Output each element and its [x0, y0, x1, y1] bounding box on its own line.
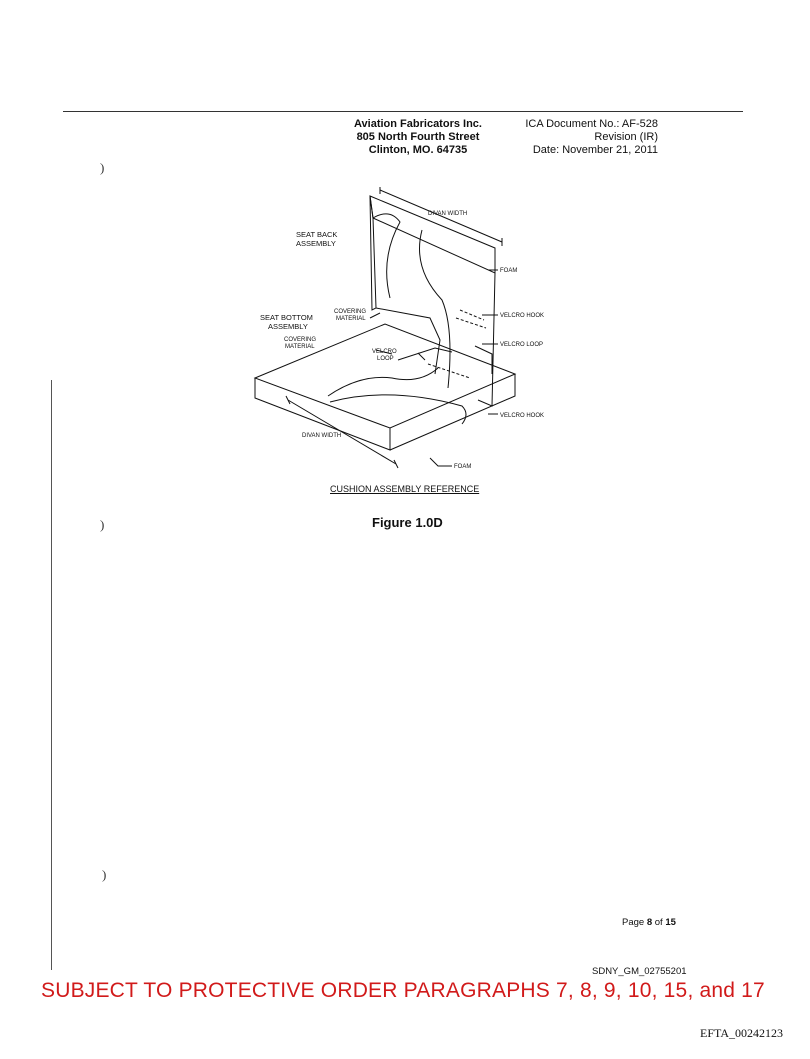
page-number [622, 917, 676, 928]
company-street: 805 North Fourth Street [356, 131, 480, 143]
document-date: Date: November 21, 2011 [532, 144, 658, 156]
label-foam-bottom: FOAM [454, 464, 472, 470]
page-of: of [652, 917, 666, 928]
figure-reference-caption: CUSHION ASSEMBLY REFERENCE [330, 484, 480, 494]
seat-bottom-cover-curve [328, 368, 438, 396]
margin-mark: ) [100, 160, 105, 175]
document-revision: Revision (IR) [594, 131, 658, 143]
document-number: ICA Document No.: AF-528 [525, 118, 658, 130]
label-foam-top: FOAM [500, 268, 518, 274]
page-current: 8 [646, 917, 653, 928]
header-rule [63, 111, 743, 112]
margin-mark: ) [100, 517, 105, 532]
efta-number: EFTA_00242123 [700, 1026, 784, 1040]
page-total: 15 [665, 917, 676, 928]
scan-margin-line [51, 380, 52, 970]
seat-bottom-front [255, 378, 390, 450]
label-seat-bottom-2: ASSEMBLY [268, 322, 308, 331]
label-covering-lower-1: COVERING [284, 337, 317, 343]
document-info-block [508, 118, 658, 157]
seat-back-cover-seam [420, 230, 451, 388]
company-block [318, 118, 518, 157]
label-covering-upper-1: COVERING [334, 309, 367, 315]
seat-back-covering-curve [373, 214, 400, 298]
seat-back-left-edge [370, 196, 376, 310]
label-covering-lower-2: MATERIAL [285, 344, 315, 350]
label-divan-width-top: DIVAN WIDTH [428, 211, 468, 217]
label-velcro-loop-right: VELCRO LOOP [500, 342, 544, 348]
bates-number: SDNY_GM_02755201 [592, 966, 687, 977]
velcro-loop-strip [398, 348, 452, 360]
page-prefix: Page [622, 917, 647, 928]
seat-bottom-side [390, 374, 515, 450]
figure-title: Figure 1.0D [372, 515, 443, 530]
label-velcro-loop-left-1: VELCRO [372, 349, 397, 355]
cushion-assembly-drawing [230, 178, 570, 478]
label-seat-back-2: ASSEMBLY [296, 239, 336, 248]
label-seat-bottom-1: SEAT BOTTOM [260, 313, 313, 322]
label-seat-back-1: SEAT BACK [296, 230, 338, 239]
divan-width-dimension-bottom [288, 400, 396, 464]
label-divan-width-bottom: DIVAN WIDTH [302, 433, 342, 439]
label-velcro-hook-upper: VELCRO HOOK [500, 313, 545, 319]
leader-foam-bottom [430, 458, 452, 466]
label-velcro-loop-left-2: LOOP [377, 356, 394, 362]
label-velcro-hook-lower: VELCRO HOOK [500, 413, 545, 419]
velcro-hook-dashes [460, 310, 484, 320]
seat-back-top-face [370, 196, 495, 273]
label-covering-upper-2: MATERIAL [336, 316, 366, 322]
protective-order-notice: SUBJECT TO PROTECTIVE ORDER PARAGRAPHS 7, 8, 9, 10, 15, and 17 [41, 979, 765, 1002]
company-city: Clinton, MO. 64735 [368, 144, 468, 156]
company-name: Aviation Fabricators Inc. [354, 118, 482, 130]
seat-bottom-cover-curve-2 [330, 395, 466, 424]
margin-mark: ) [102, 867, 107, 882]
